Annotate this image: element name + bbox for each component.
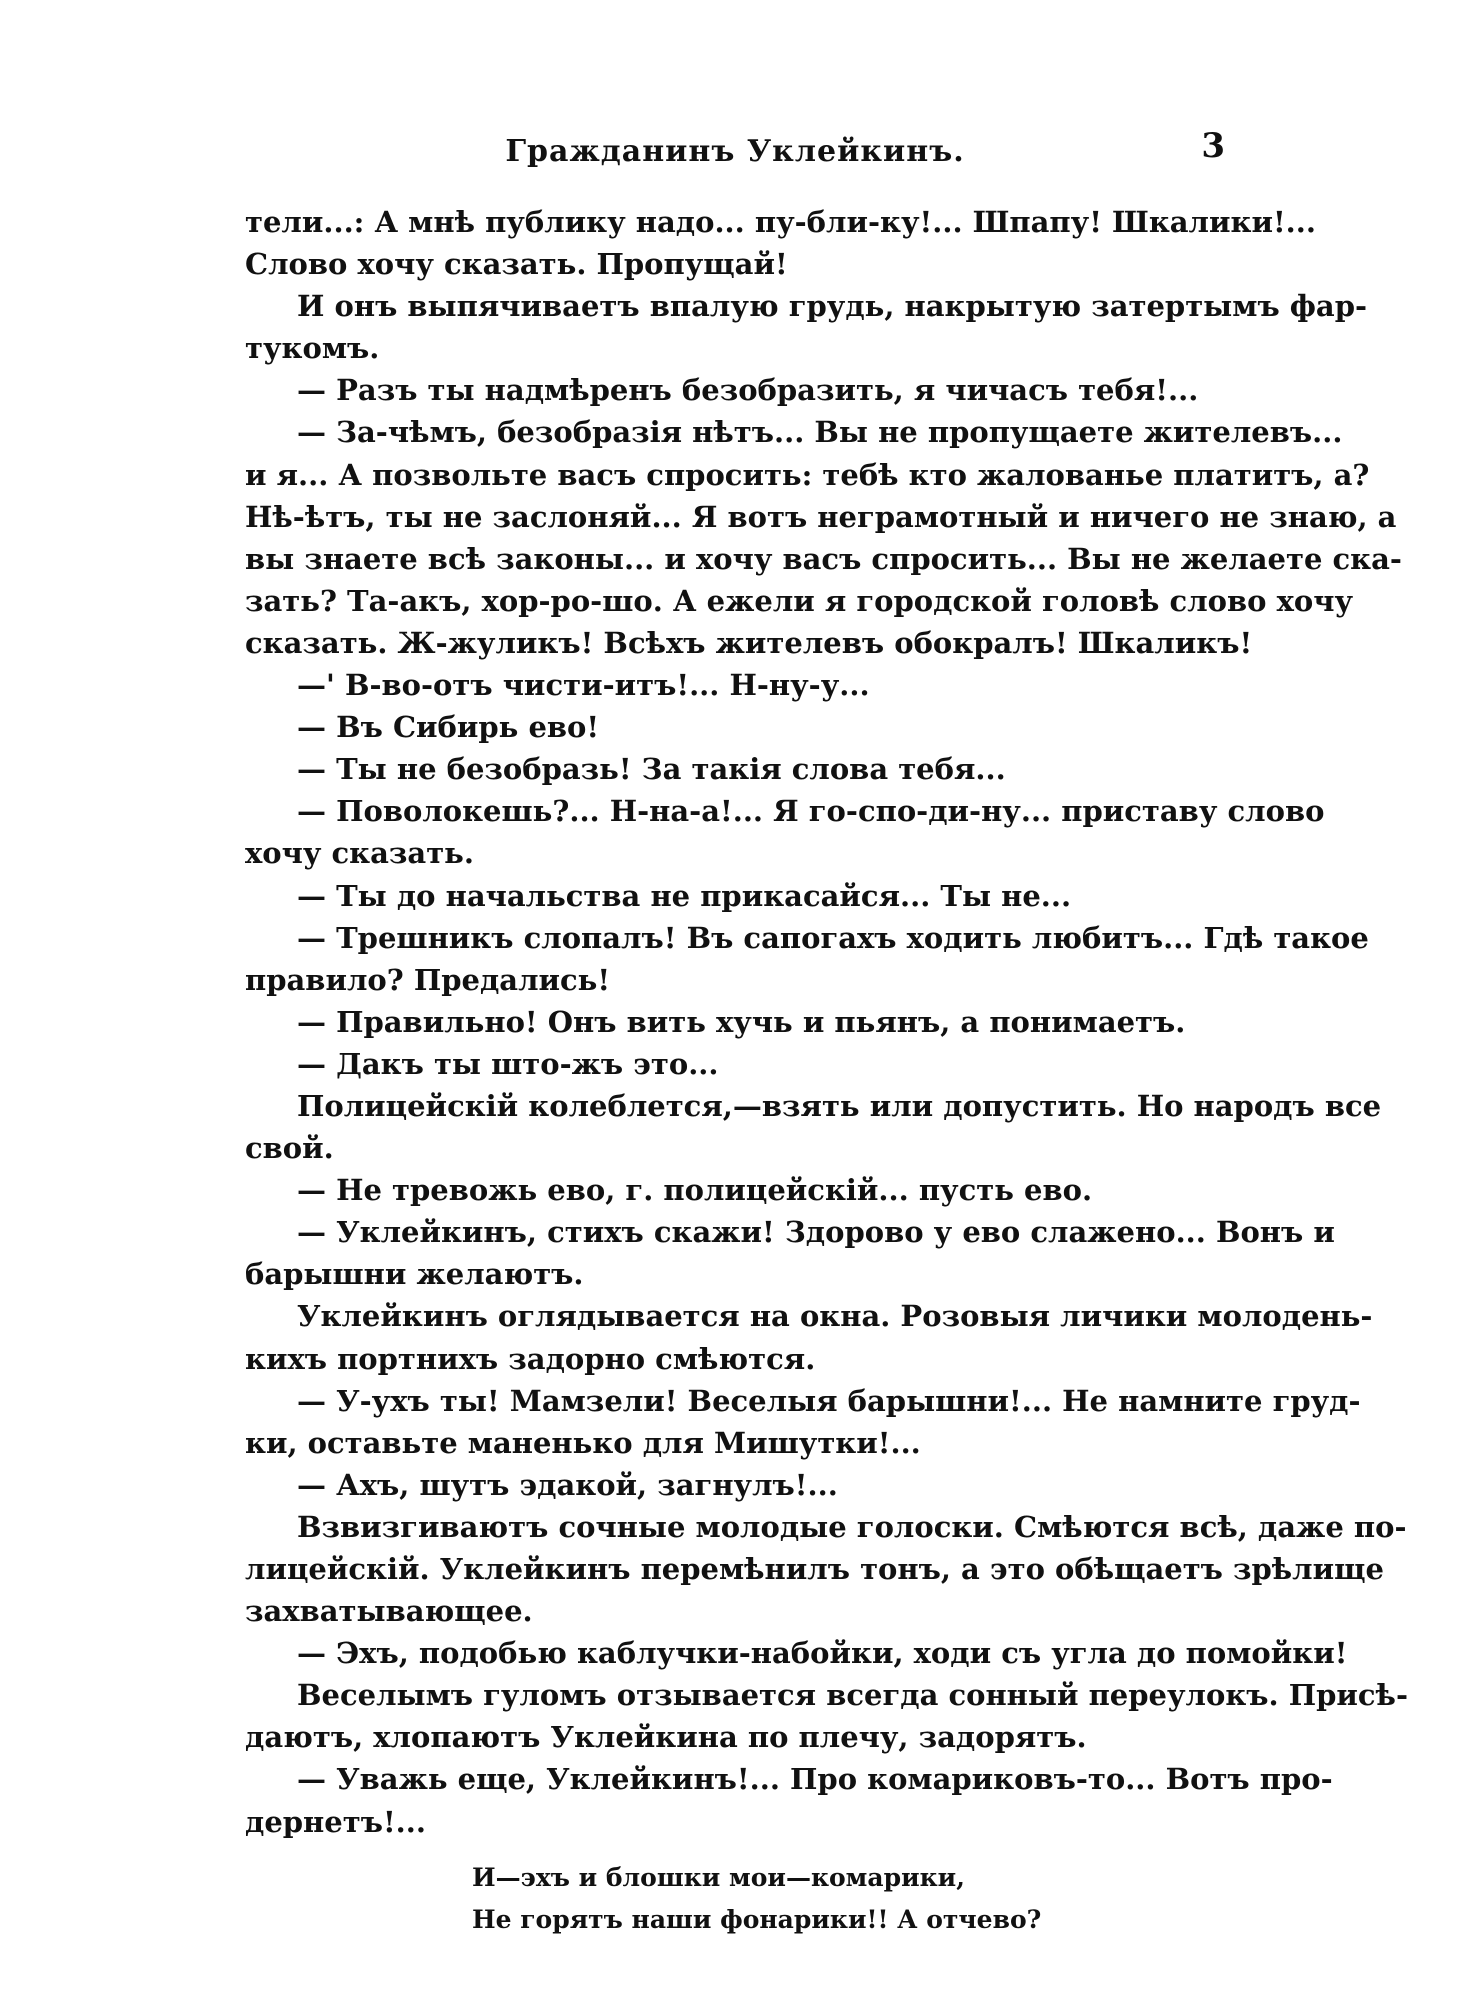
text-line: Полицейскій колеблется,—взять или допустить. Но народъ все	[297, 1088, 1382, 1123]
text-line: — Ахъ, шутъ эдакой, загнулъ!...	[297, 1467, 838, 1502]
text-line: Уклейкинъ оглядывается на окна. Розовыя личики молодень-	[297, 1299, 1373, 1334]
text-line: сказать. Ж-жуликъ! Всѣхъ жителевъ обокралъ! Шкаликъ!	[245, 625, 1253, 660]
page-header	[245, 126, 1225, 176]
text-line: Взвизгиваютъ сочные молодые голоски. Смѣются всѣ, даже по-	[297, 1509, 1407, 1544]
text-line: лицейскій. Уклейкинъ перемѣнилъ тонъ, а это обѣщаетъ зрѣлище	[245, 1552, 1384, 1586]
text-line: Веселымъ гуломъ отзывается всегда сонный переулокъ. Присѣ-	[297, 1678, 1408, 1713]
text-line: даютъ, хлопаютъ Уклейкина по плечу, задорятъ.	[245, 1720, 1087, 1755]
text-line: — Эхъ, подобью каблучки-набойки, ходи съ угла до помойки!	[297, 1636, 1348, 1671]
text-line: тели...: А мнѣ публику надо... пу-бли-ку!... Шпапу! Шкалики!...	[245, 205, 1316, 239]
running-title: Гражданинъ Уклейкинъ.	[505, 134, 965, 169]
text-line: свой.	[245, 1131, 334, 1166]
text-line: — Ты не безобразь! За такія слова тебя...	[297, 752, 1006, 787]
text-line: — Дакъ ты што-жъ это...	[297, 1046, 719, 1081]
text-line: — У-ухъ ты! Мамзели! Веселыя барышни!... Не намните груд-	[297, 1383, 1361, 1418]
body-text	[245, 201, 1408, 1843]
text-line: — За-чѣмъ, безобразія нѣтъ... Вы не пропущаете жителевъ...	[297, 415, 1343, 450]
text-line: — Трешникъ слопалъ! Въ сапогахъ ходить любитъ... Гдѣ такое	[297, 920, 1369, 955]
text-line: — Ты до начальства не прикасайся... Ты не...	[297, 878, 1072, 913]
text-line: Слово хочу сказать. Пропущай!	[245, 247, 788, 282]
text-line: — Не тревожь ево, г. полицейскій... пусть ево.	[297, 1173, 1093, 1208]
text-line: и я... А позвольте васъ спросить: тебѣ кто жалованье платитъ, а?	[245, 457, 1370, 492]
text-line: захватывающее.	[245, 1594, 533, 1629]
text-line: И онъ выпячиваетъ впалую грудь, накрытую затертымъ фар-	[297, 289, 1368, 324]
verse-block	[472, 1857, 1192, 1941]
page-number: 3	[1201, 126, 1225, 166]
text-line: — Разъ ты надмѣренъ безобразить, я чичасъ тебя!...	[297, 373, 1199, 408]
text-line: — Въ Сибирь ево!	[297, 710, 600, 745]
text-line: правило? Предались!	[245, 962, 611, 997]
text-line: — Правильно! Онъ вить хучь и пьянъ, а понимаетъ.	[297, 1004, 1186, 1039]
text-line: — Поволокешь?... Н-на-а!... Я го-спо-ди-ну... приставу слово	[297, 794, 1325, 829]
text-line: хочу сказать.	[245, 836, 474, 871]
text-line: — Уважь еще, Уклейкинъ!... Про комариковъ-то... Вотъ про-	[297, 1762, 1333, 1797]
text-line: вы знаете всѣ законы... и хочу васъ спросить... Вы не желаете ска-	[245, 541, 1402, 576]
text-line: —' В-во-отъ чисти-итъ!... Н-ну-у...	[297, 668, 870, 703]
verse-line: И—эхъ и блошки мои—комарики,	[472, 1862, 965, 1892]
text-line: Нѣ-ѣтъ, ты не заслоняй... Я вотъ неграмотный и ничего не знаю, а	[245, 499, 1397, 534]
text-line: тукомъ.	[245, 331, 380, 366]
text-line: зать? Та-акъ, хор-ро-шо. А ежели я городской головѣ слово хочу	[245, 583, 1354, 618]
verse-line: Не горятъ наши фонарики!! А отчево?	[472, 1904, 1042, 1934]
text-line: — Уклейкинъ, стихъ скажи! Здорово у ево слажено... Вонъ и	[297, 1215, 1335, 1250]
text-line: ки, оставьте маненько для Мишутки!...	[245, 1425, 921, 1460]
text-line: барышни желаютъ.	[245, 1257, 584, 1292]
text-line: дернетъ!...	[245, 1804, 426, 1839]
text-line: кихъ портнихъ задорно смѣются.	[245, 1341, 816, 1376]
